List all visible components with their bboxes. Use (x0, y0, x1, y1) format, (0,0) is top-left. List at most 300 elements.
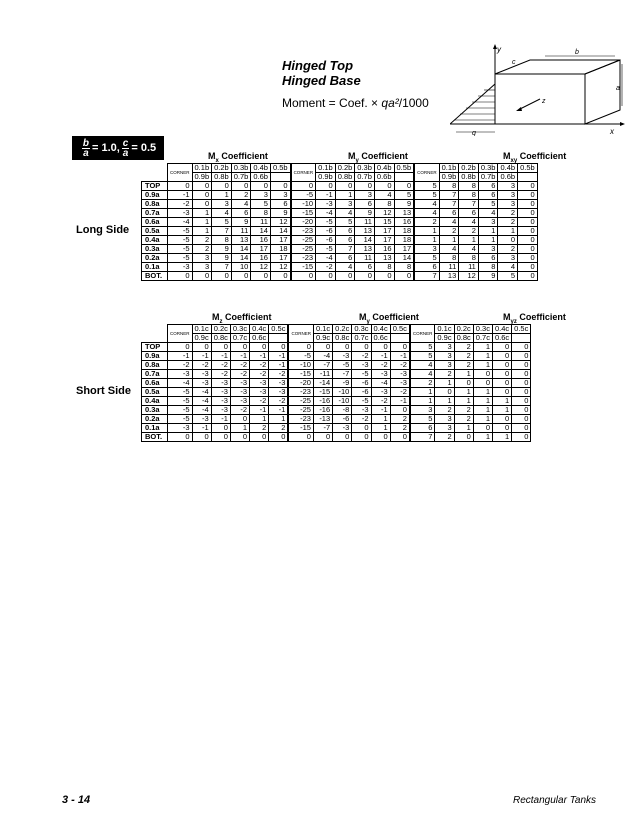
table-row (142, 227, 538, 236)
table-cell: 6 (355, 263, 375, 272)
table-cell: -10 (291, 200, 316, 209)
dim-a-label: a (616, 85, 620, 92)
table-cell: -5 (352, 370, 371, 379)
table-cell: -15 (288, 370, 313, 379)
table-cell: -23 (288, 415, 313, 424)
table-cell: -5 (352, 397, 371, 406)
table-cell: 0 (492, 352, 511, 361)
formula-var: qa² (381, 96, 399, 110)
table-cell: 3 (435, 343, 454, 352)
table-cell: 0 (316, 272, 336, 281)
table-row (142, 343, 531, 352)
table-cell: -1 (269, 406, 289, 415)
table-cell: 10 (231, 263, 251, 272)
table-cell: 3 (212, 200, 232, 209)
table-cell: -1 (371, 406, 390, 415)
column-header: 0.1c (313, 325, 332, 334)
table-cell: -25 (291, 236, 316, 245)
table-cell: 0 (269, 433, 289, 442)
table-cell: -4 (313, 352, 332, 361)
table-cell: -4 (192, 397, 211, 406)
table-cell: -10 (333, 397, 352, 406)
dim-c-label: c (512, 59, 516, 66)
table-cell: -3 (230, 379, 249, 388)
column-header: 0.9b (316, 173, 336, 182)
table-cell: 2 (269, 424, 289, 433)
column-header: 0.1c (192, 325, 211, 334)
table-cell: 0 (518, 263, 538, 272)
table-cell: 0 (192, 182, 212, 191)
table-cell: 0 (518, 254, 538, 263)
table-cell: -2 (250, 370, 269, 379)
table-cell: -25 (288, 406, 313, 415)
table-cell: 4 (439, 245, 459, 254)
table-cell: 7 (335, 245, 355, 254)
table-cell: -4 (371, 379, 390, 388)
table-cell: 6 (270, 200, 290, 209)
column-header: 0.3c (352, 325, 371, 334)
table-cell: 1 (250, 415, 269, 424)
table-cell: 0 (251, 182, 271, 191)
table-cell: -3 (352, 361, 371, 370)
table-cell: 0 (492, 361, 511, 370)
table-cell: -6 (316, 227, 336, 236)
row-label: 0.1a (142, 263, 168, 272)
table-cell: 0 (230, 433, 249, 442)
table-cell: 0 (333, 343, 352, 352)
table-cell: 2 (410, 379, 435, 388)
table-cell: 0 (518, 236, 538, 245)
table-cell: -25 (288, 397, 313, 406)
long-side-table (141, 163, 538, 281)
row-label: 0.2a (142, 415, 168, 424)
table-cell: 17 (394, 245, 414, 254)
table-cell: -5 (168, 406, 193, 415)
table-cell: 13 (355, 245, 375, 254)
table-cell: 0 (512, 415, 531, 424)
table-cell: 0 (492, 415, 511, 424)
table-cell: 11 (231, 227, 251, 236)
table-cell: 2 (231, 191, 251, 200)
table-cell: 6 (414, 263, 439, 272)
table-cell: 0 (492, 379, 511, 388)
short-side-table (141, 324, 531, 442)
table-cell: 1 (473, 397, 492, 406)
table-cell: 0 (512, 388, 531, 397)
table-cell: 5 (414, 254, 439, 263)
table-cell: 0 (512, 424, 531, 433)
column-header: 0.5b (394, 164, 414, 173)
table-cell: 0 (498, 236, 518, 245)
column-header: 0.8b (335, 173, 355, 182)
row-label: 0.5a (142, 388, 168, 397)
corner-header: CORNER (414, 164, 439, 182)
table-cell: 1 (473, 388, 492, 397)
table-cell: 1 (230, 424, 249, 433)
column-header: 0.5c (390, 325, 410, 334)
table-cell: 3 (478, 218, 498, 227)
table-cell: 13 (374, 254, 394, 263)
table-cell: 2 (250, 424, 269, 433)
column-header: 0.5b (270, 164, 290, 173)
table-cell: 1 (473, 343, 492, 352)
table-cell: 11 (459, 263, 479, 272)
table-cell: -2 (371, 397, 390, 406)
table-cell: 0 (518, 227, 538, 236)
tank-diagram (450, 44, 625, 136)
column-header: 0.6b (498, 173, 518, 182)
column-header: 0.9b (439, 173, 459, 182)
table-cell: 1 (439, 236, 459, 245)
formula-prefix: Moment = Coef. × (282, 96, 382, 110)
short-mz-title: $M_z$ Coefficient (212, 312, 272, 325)
table-cell: -4 (316, 209, 336, 218)
table-cell: 17 (270, 254, 290, 263)
table-cell: 0 (192, 272, 212, 281)
table-cell: -3 (352, 406, 371, 415)
table-cell: 0 (390, 343, 410, 352)
table-cell: 0 (518, 191, 538, 200)
table-cell: 0 (512, 379, 531, 388)
table-cell: 3 (498, 182, 518, 191)
table-cell: -6 (352, 379, 371, 388)
table-cell: 5 (394, 191, 414, 200)
row-label: 0.9a (142, 352, 168, 361)
table-cell: -3 (371, 388, 390, 397)
table-row (142, 424, 531, 433)
table-cell: 0 (518, 182, 538, 191)
table-cell: -2 (211, 370, 230, 379)
column-header: 0.2c (333, 325, 352, 334)
empty-header (394, 173, 414, 182)
table-cell: 3 (251, 191, 271, 200)
table-cell: -3 (192, 379, 211, 388)
column-header: 0.8c (211, 334, 230, 343)
table-cell: 3 (498, 254, 518, 263)
column-header: 0.2b (212, 164, 232, 173)
table-cell: 16 (374, 245, 394, 254)
table-cell: 6 (478, 254, 498, 263)
table-cell: 17 (251, 245, 271, 254)
table-cell: -4 (168, 379, 193, 388)
axis-z-label: z (542, 98, 546, 105)
table-cell: 0 (168, 343, 193, 352)
table-cell: -3 (250, 388, 269, 397)
table-cell: -8 (333, 406, 352, 415)
table-cell: 1 (435, 397, 454, 406)
table-cell: 3 (192, 254, 212, 263)
table-cell: 7 (439, 200, 459, 209)
table-cell: 0 (269, 343, 289, 352)
table-cell: 3 (435, 424, 454, 433)
table-cell: -2 (352, 415, 371, 424)
ratio-c-val: = 0.5 (131, 142, 157, 154)
corner-header: CORNER (291, 164, 316, 182)
table-cell: 0 (212, 272, 232, 281)
table-cell: -6 (352, 388, 371, 397)
table-cell: -1 (269, 352, 289, 361)
table-cell: -4 (168, 218, 193, 227)
table-cell: 6 (355, 200, 375, 209)
table-cell: 14 (270, 227, 290, 236)
table-cell: -15 (291, 263, 316, 272)
table-cell: 4 (335, 263, 355, 272)
column-header: 0.3c (473, 325, 492, 334)
table-cell: 0 (231, 272, 251, 281)
table-cell: -2 (390, 361, 410, 370)
corner-header: CORNER (288, 325, 313, 343)
table-cell: 7 (414, 272, 439, 281)
column-header: 0.5c (512, 325, 531, 334)
table-cell: 2 (390, 424, 410, 433)
table-cell: 4 (478, 209, 498, 218)
table-cell: 0 (352, 343, 371, 352)
table-cell: -20 (291, 218, 316, 227)
table-cell: -2 (230, 406, 249, 415)
column-header: 0.4b (374, 164, 394, 173)
table-cell: 8 (394, 263, 414, 272)
table-cell: 0 (512, 370, 531, 379)
long-mxy-title: $M_{xy}$ Coefficient (503, 151, 567, 164)
table-cell: 0 (352, 424, 371, 433)
table-cell: 1 (371, 424, 390, 433)
column-header: 0.1c (435, 325, 454, 334)
table-cell: -2 (168, 200, 193, 209)
table-cell: -3 (390, 370, 410, 379)
table-cell: -3 (269, 388, 289, 397)
table-cell: 2 (414, 218, 439, 227)
table-cell: 1 (371, 415, 390, 424)
table-cell: 1 (459, 236, 479, 245)
table-cell: 2 (435, 406, 454, 415)
table-cell: 3 (498, 191, 518, 200)
table-cell: -1 (230, 352, 249, 361)
table-cell: -2 (192, 361, 211, 370)
axis-x-label: x (610, 127, 614, 136)
moment-formula (282, 96, 429, 110)
table-cell: -1 (192, 352, 211, 361)
table-cell: -16 (313, 397, 332, 406)
header-row (142, 173, 538, 182)
table-cell: -2 (390, 388, 410, 397)
table-cell: 9 (478, 272, 498, 281)
table-cell: 1 (414, 236, 439, 245)
table-cell: 8 (459, 191, 479, 200)
table-cell: 4 (231, 200, 251, 209)
column-header: 0.6b (374, 173, 394, 182)
table-cell: 1 (454, 397, 473, 406)
table-cell: 0 (518, 218, 538, 227)
table-cell: -1 (269, 361, 289, 370)
table-cell: 3 (414, 245, 439, 254)
table-cell: 0 (291, 272, 316, 281)
table-cell: -23 (291, 227, 316, 236)
row-label: TOP (142, 182, 168, 191)
table-cell: 3 (410, 406, 435, 415)
column-header: 0.1b (192, 164, 212, 173)
table-cell: -1 (211, 352, 230, 361)
table-cell: 6 (231, 209, 251, 218)
row-label: 0.8a (142, 361, 168, 370)
table-cell: 13 (355, 227, 375, 236)
table-cell: -3 (390, 379, 410, 388)
table-cell: 0 (394, 182, 414, 191)
table-cell: -1 (316, 191, 336, 200)
table-cell: 0 (512, 433, 531, 442)
table-cell: 6 (335, 227, 355, 236)
table-cell: 0 (512, 361, 531, 370)
table-cell: -5 (288, 352, 313, 361)
formula-suffix: /1000 (398, 96, 429, 110)
column-header: 0.8c (333, 334, 352, 343)
table-cell: 9 (270, 209, 290, 218)
table-cell: 5 (414, 182, 439, 191)
table-cell: 0 (168, 272, 193, 281)
column-header: 0.4b (498, 164, 518, 173)
table-cell: 0 (371, 343, 390, 352)
table-cell: -5 (168, 397, 193, 406)
table-cell: 3 (355, 191, 375, 200)
table-cell: 0 (390, 433, 410, 442)
table-cell: 4 (459, 218, 479, 227)
table-cell: 0 (473, 379, 492, 388)
column-header: 0.8b (459, 173, 479, 182)
table-cell: 4 (498, 263, 518, 272)
column-header: 0.4c (250, 325, 269, 334)
table-cell: -2 (211, 361, 230, 370)
table-row (142, 182, 538, 191)
table-row (142, 388, 531, 397)
table-cell: 0 (371, 433, 390, 442)
column-header: 0.1b (439, 164, 459, 173)
table-cell: 1 (492, 397, 511, 406)
table-cell: 0 (250, 343, 269, 352)
table-cell: -3 (371, 370, 390, 379)
table-cell: 3 (192, 263, 212, 272)
table-row (142, 245, 538, 254)
table-cell: 9 (212, 245, 232, 254)
table-cell: 4 (410, 370, 435, 379)
table-cell: 0 (211, 424, 230, 433)
table-cell: -1 (250, 406, 269, 415)
table-cell: 0 (313, 343, 332, 352)
table-cell: 7 (439, 191, 459, 200)
table-cell: 2 (459, 227, 479, 236)
table-cell: 0 (355, 272, 375, 281)
table-cell: -16 (313, 406, 332, 415)
table-cell: 2 (454, 352, 473, 361)
table-cell: 0 (394, 272, 414, 281)
table-cell: 5 (335, 218, 355, 227)
column-header: 0.4c (492, 325, 511, 334)
empty-header (269, 334, 289, 343)
table-cell: 0 (352, 433, 371, 442)
table-cell: 1 (473, 361, 492, 370)
table-cell: 17 (270, 236, 290, 245)
table-cell: 0 (211, 343, 230, 352)
table-cell: 0 (288, 433, 313, 442)
table-cell: 6 (459, 209, 479, 218)
table-cell: -9 (333, 379, 352, 388)
table-cell: 7 (212, 263, 232, 272)
table-row (142, 397, 531, 406)
table-cell: -25 (291, 245, 316, 254)
table-cell: 1 (192, 227, 212, 236)
table-cell: -3 (168, 424, 193, 433)
footer-title: Rectangular Tanks (513, 795, 597, 806)
table-cell: 7 (212, 227, 232, 236)
table-cell: 3 (478, 245, 498, 254)
table-cell: 5 (498, 272, 518, 281)
table-cell: 14 (231, 254, 251, 263)
table-row (142, 406, 531, 415)
table-cell: -1 (168, 352, 193, 361)
table-cell: 0 (335, 182, 355, 191)
table-cell: -5 (333, 361, 352, 370)
table-cell: -5 (316, 245, 336, 254)
table-cell: -3 (316, 200, 336, 209)
table-cell: 2 (498, 218, 518, 227)
table-cell: -5 (168, 388, 193, 397)
table-cell: 2 (454, 361, 473, 370)
table-cell: 4 (414, 200, 439, 209)
table-cell: 1 (454, 370, 473, 379)
table-cell: 3 (498, 200, 518, 209)
table-cell: 6 (439, 209, 459, 218)
table-cell: -3 (333, 352, 352, 361)
table-cell: 15 (374, 218, 394, 227)
table-cell: 13 (394, 209, 414, 218)
table-cell: 5 (478, 200, 498, 209)
column-header: 0.4b (251, 164, 271, 173)
table-cell: 0 (512, 352, 531, 361)
table-cell: 4 (335, 209, 355, 218)
table-cell: -3 (269, 379, 289, 388)
table-cell: -3 (168, 263, 193, 272)
table-cell: 4 (374, 191, 394, 200)
table-cell: -5 (168, 245, 193, 254)
table-cell: -3 (230, 388, 249, 397)
table-cell: 12 (270, 218, 290, 227)
table-cell: -3 (333, 424, 352, 433)
table-cell: -23 (291, 254, 316, 263)
table-row (142, 433, 531, 442)
table-cell: 0 (454, 433, 473, 442)
table-row (142, 415, 531, 424)
column-header: 0.7c (473, 334, 492, 343)
column-header: 0.7c (230, 334, 249, 343)
table-cell: 16 (251, 254, 271, 263)
column-header: 0.6c (250, 334, 269, 343)
table-cell: 9 (231, 218, 251, 227)
table-cell: -15 (291, 209, 316, 218)
column-header: 0.4c (371, 325, 390, 334)
table-cell: -1 (192, 424, 211, 433)
table-cell: 6 (335, 236, 355, 245)
table-cell: 0 (313, 433, 332, 442)
column-header: 0.9c (192, 334, 211, 343)
table-cell: -20 (288, 379, 313, 388)
table-cell: 8 (459, 182, 479, 191)
table-cell: 0 (270, 182, 290, 191)
table-cell: 1 (454, 424, 473, 433)
table-cell: -13 (313, 415, 332, 424)
table-row (142, 263, 538, 272)
table-cell: 6 (410, 424, 435, 433)
table-cell: 5 (410, 352, 435, 361)
table-cell: 0 (168, 182, 193, 191)
table-cell: -23 (288, 388, 313, 397)
